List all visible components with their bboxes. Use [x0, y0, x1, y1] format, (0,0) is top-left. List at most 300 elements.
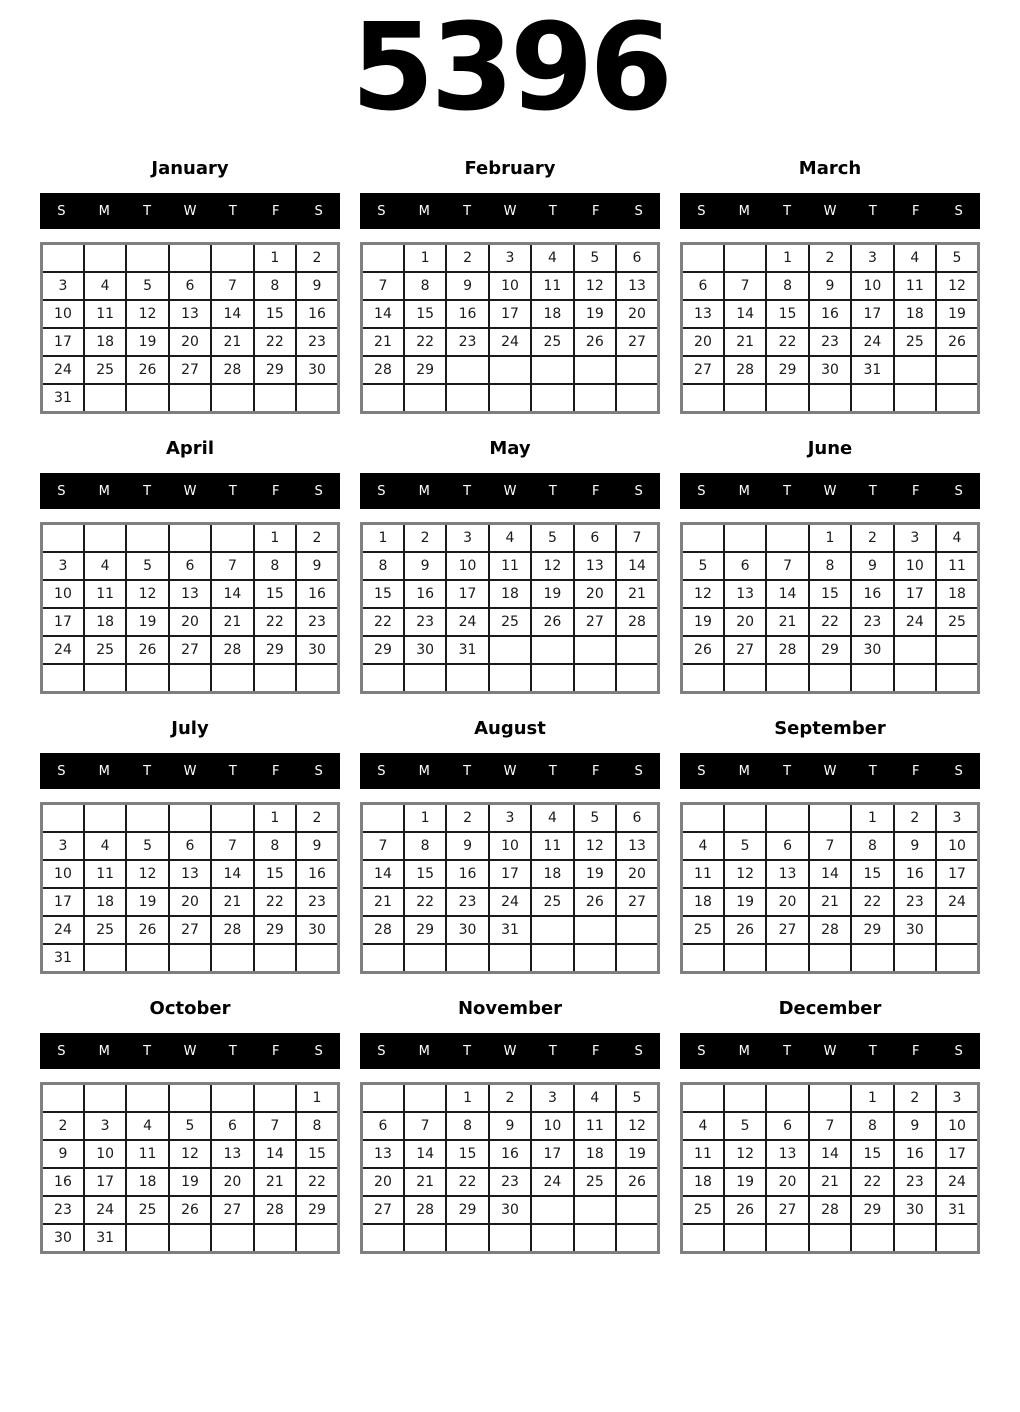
day-cell: 24 — [489, 328, 531, 356]
day-cell: 9 — [809, 272, 851, 300]
empty-day-cell — [211, 1224, 253, 1253]
weekday-label: M — [98, 1043, 110, 1059]
month-block — [40, 718, 340, 974]
day-cell: 23 — [851, 608, 893, 636]
day-cell: 4 — [574, 1084, 616, 1113]
day-cell: 31 — [446, 636, 488, 664]
day-cell: 23 — [296, 328, 338, 356]
week-row — [362, 804, 659, 833]
day-cell: 12 — [126, 860, 168, 888]
empty-day-cell — [724, 944, 766, 973]
day-cell: 31 — [851, 356, 893, 384]
empty-day-cell — [616, 944, 658, 973]
day-cell: 1 — [809, 524, 851, 553]
day-cell: 16 — [446, 860, 488, 888]
day-cell: 19 — [574, 300, 616, 328]
weekday-label: W — [823, 1043, 837, 1059]
weekday-label: T — [143, 483, 152, 499]
week-row — [42, 1140, 339, 1168]
day-grid — [680, 802, 980, 974]
day-cell: 12 — [126, 580, 168, 608]
day-cell: 11 — [489, 552, 531, 580]
day-cell: 1 — [851, 1084, 893, 1113]
day-cell: 14 — [616, 552, 658, 580]
day-cell: 30 — [296, 356, 338, 384]
weekday-label: T — [548, 203, 557, 219]
week-row — [42, 300, 339, 328]
day-cell: 3 — [446, 524, 488, 553]
day-cell: 15 — [404, 860, 446, 888]
empty-day-cell — [936, 944, 978, 973]
day-cell: 8 — [809, 552, 851, 580]
weekday-label: W — [503, 483, 517, 499]
day-cell: 7 — [404, 1112, 446, 1140]
empty-day-cell — [894, 384, 936, 413]
day-cell: 26 — [936, 328, 978, 356]
day-cell: 19 — [126, 608, 168, 636]
day-grid — [360, 522, 660, 694]
day-cell: 27 — [169, 356, 211, 384]
day-cell: 10 — [936, 832, 978, 860]
week-row — [362, 328, 659, 356]
empty-day-cell — [296, 664, 338, 693]
month-block — [360, 158, 660, 414]
day-cell: 18 — [84, 888, 126, 916]
day-cell: 7 — [254, 1112, 296, 1140]
month-title: September — [774, 718, 886, 739]
day-cell: 21 — [616, 580, 658, 608]
week-row — [682, 244, 979, 273]
day-cell: 11 — [84, 300, 126, 328]
day-cell: 11 — [574, 1112, 616, 1140]
empty-day-cell — [682, 1224, 724, 1253]
day-cell: 28 — [809, 1196, 851, 1224]
day-grid — [680, 1082, 980, 1254]
day-cell: 20 — [616, 860, 658, 888]
day-cell: 24 — [894, 608, 936, 636]
day-cell: 29 — [851, 916, 893, 944]
weekday-label: M — [418, 203, 430, 219]
day-cell: 20 — [211, 1168, 253, 1196]
day-cell: 26 — [126, 916, 168, 944]
day-cell: 13 — [616, 832, 658, 860]
day-cell: 9 — [489, 1112, 531, 1140]
empty-day-cell — [724, 384, 766, 413]
day-cell: 9 — [296, 832, 338, 860]
day-cell: 7 — [616, 524, 658, 553]
weekday-label: T — [868, 1043, 877, 1059]
week-row — [42, 1112, 339, 1140]
day-cell: 14 — [254, 1140, 296, 1168]
empty-day-cell — [574, 664, 616, 693]
day-cell: 19 — [724, 1168, 766, 1196]
day-cell: 25 — [84, 636, 126, 664]
day-cell: 13 — [682, 300, 724, 328]
day-cell: 25 — [682, 1196, 724, 1224]
day-cell: 6 — [766, 832, 808, 860]
day-cell: 13 — [169, 300, 211, 328]
weekday-label: S — [377, 483, 386, 499]
day-cell: 10 — [42, 860, 84, 888]
day-cell: 12 — [724, 1140, 766, 1168]
day-cell: 26 — [531, 608, 573, 636]
day-cell: 8 — [296, 1112, 338, 1140]
day-cell: 10 — [531, 1112, 573, 1140]
month-block — [360, 438, 660, 694]
day-cell: 2 — [489, 1084, 531, 1113]
month-block — [680, 158, 980, 414]
day-cell: 18 — [936, 580, 978, 608]
day-cell: 13 — [169, 580, 211, 608]
day-cell: 21 — [211, 328, 253, 356]
week-row — [362, 356, 659, 384]
weekday-header — [680, 753, 980, 789]
day-cell: 26 — [574, 888, 616, 916]
empty-day-cell — [682, 384, 724, 413]
week-row — [362, 916, 659, 944]
week-row — [362, 580, 659, 608]
day-grid — [360, 1082, 660, 1254]
empty-day-cell — [404, 944, 446, 973]
week-row — [682, 1196, 979, 1224]
week-row — [682, 1084, 979, 1113]
empty-day-cell — [809, 664, 851, 693]
empty-day-cell — [362, 1224, 404, 1253]
day-cell: 9 — [894, 832, 936, 860]
empty-day-cell — [682, 664, 724, 693]
day-cell: 28 — [362, 916, 404, 944]
weekday-label: S — [314, 483, 323, 499]
week-row — [42, 356, 339, 384]
day-cell: 17 — [42, 888, 84, 916]
weekday-label: T — [548, 763, 557, 779]
month-title: February — [464, 158, 556, 179]
weekday-label: W — [503, 763, 517, 779]
day-grid — [680, 522, 980, 694]
day-cell: 28 — [362, 356, 404, 384]
day-cell: 17 — [936, 860, 978, 888]
day-cell: 25 — [126, 1196, 168, 1224]
empty-day-cell — [531, 916, 573, 944]
weekday-header — [40, 753, 340, 789]
empty-day-cell — [446, 384, 488, 413]
empty-day-cell — [851, 384, 893, 413]
week-row — [42, 1084, 339, 1113]
day-cell: 25 — [936, 608, 978, 636]
week-row — [362, 860, 659, 888]
day-cell: 8 — [254, 832, 296, 860]
year-title: 5396 — [351, 0, 669, 138]
day-cell: 30 — [446, 916, 488, 944]
day-cell: 30 — [42, 1224, 84, 1253]
empty-day-cell — [724, 664, 766, 693]
day-cell: 9 — [446, 832, 488, 860]
day-cell: 25 — [682, 916, 724, 944]
empty-day-cell — [362, 244, 404, 273]
empty-day-cell — [682, 244, 724, 273]
empty-day-cell — [531, 1224, 573, 1253]
empty-day-cell — [489, 636, 531, 664]
day-cell: 24 — [42, 916, 84, 944]
empty-day-cell — [169, 524, 211, 553]
day-cell: 5 — [724, 1112, 766, 1140]
day-cell: 28 — [766, 636, 808, 664]
day-cell: 2 — [42, 1112, 84, 1140]
day-cell: 20 — [766, 888, 808, 916]
weekday-label: T — [548, 1043, 557, 1059]
day-cell: 17 — [489, 300, 531, 328]
day-cell: 26 — [169, 1196, 211, 1224]
weekday-label: F — [911, 763, 920, 779]
weekday-label: T — [463, 763, 472, 779]
week-row — [362, 1140, 659, 1168]
day-cell: 27 — [766, 916, 808, 944]
day-cell: 10 — [936, 1112, 978, 1140]
week-row — [42, 524, 339, 553]
day-cell: 7 — [362, 272, 404, 300]
weekday-label: T — [228, 1043, 237, 1059]
day-cell: 3 — [42, 832, 84, 860]
day-cell: 21 — [254, 1168, 296, 1196]
day-cell: 6 — [169, 272, 211, 300]
empty-day-cell — [446, 664, 488, 693]
empty-day-cell — [42, 524, 84, 553]
day-cell: 9 — [404, 552, 446, 580]
day-cell: 17 — [446, 580, 488, 608]
day-cell: 8 — [404, 272, 446, 300]
day-cell: 28 — [809, 916, 851, 944]
weekday-label: F — [591, 1043, 600, 1059]
empty-day-cell — [169, 1084, 211, 1113]
day-cell: 9 — [446, 272, 488, 300]
weekday-label: S — [314, 203, 323, 219]
month-block — [680, 998, 980, 1254]
day-cell: 11 — [126, 1140, 168, 1168]
week-row — [42, 272, 339, 300]
day-cell: 19 — [724, 888, 766, 916]
day-cell: 6 — [616, 804, 658, 833]
day-cell: 1 — [404, 244, 446, 273]
day-cell: 20 — [724, 608, 766, 636]
empty-day-cell — [211, 664, 253, 693]
day-cell: 5 — [531, 524, 573, 553]
week-row — [682, 944, 979, 973]
empty-day-cell — [851, 664, 893, 693]
day-grid — [680, 242, 980, 414]
day-cell: 5 — [574, 804, 616, 833]
day-cell: 27 — [574, 608, 616, 636]
empty-day-cell — [169, 384, 211, 413]
empty-day-cell — [84, 384, 126, 413]
day-cell: 15 — [362, 580, 404, 608]
weekday-label: S — [314, 763, 323, 779]
week-row — [682, 552, 979, 580]
empty-day-cell — [531, 356, 573, 384]
day-grid — [360, 802, 660, 974]
week-row — [42, 664, 339, 693]
week-row — [682, 272, 979, 300]
day-cell: 2 — [894, 1084, 936, 1113]
day-cell: 4 — [682, 832, 724, 860]
day-cell: 8 — [362, 552, 404, 580]
day-cell: 1 — [766, 244, 808, 273]
day-cell: 27 — [362, 1196, 404, 1224]
day-cell: 14 — [362, 300, 404, 328]
day-cell: 4 — [126, 1112, 168, 1140]
empty-day-cell — [126, 244, 168, 273]
empty-day-cell — [254, 1224, 296, 1253]
day-cell: 23 — [809, 328, 851, 356]
empty-day-cell — [936, 1224, 978, 1253]
day-cell: 22 — [296, 1168, 338, 1196]
day-cell: 17 — [489, 860, 531, 888]
empty-day-cell — [446, 1224, 488, 1253]
empty-day-cell — [894, 636, 936, 664]
day-cell: 12 — [126, 300, 168, 328]
month-title: May — [489, 438, 531, 459]
day-cell: 17 — [531, 1140, 573, 1168]
empty-day-cell — [42, 244, 84, 273]
day-cell: 10 — [894, 552, 936, 580]
day-cell: 26 — [126, 636, 168, 664]
day-cell: 29 — [404, 356, 446, 384]
day-cell: 11 — [531, 272, 573, 300]
empty-day-cell — [574, 1196, 616, 1224]
day-cell: 28 — [211, 636, 253, 664]
day-cell: 1 — [362, 524, 404, 553]
day-cell: 17 — [936, 1140, 978, 1168]
day-cell: 12 — [574, 272, 616, 300]
empty-day-cell — [616, 384, 658, 413]
day-cell: 4 — [894, 244, 936, 273]
week-row — [42, 328, 339, 356]
day-cell: 4 — [84, 272, 126, 300]
weekday-label: S — [954, 1043, 963, 1059]
day-cell: 4 — [489, 524, 531, 553]
weekday-header — [360, 753, 660, 789]
day-cell: 13 — [766, 1140, 808, 1168]
day-cell: 18 — [489, 580, 531, 608]
weekday-label: T — [463, 203, 472, 219]
day-cell: 20 — [766, 1168, 808, 1196]
week-row — [362, 524, 659, 553]
day-cell: 1 — [254, 804, 296, 833]
day-cell: 6 — [682, 272, 724, 300]
day-cell: 28 — [404, 1196, 446, 1224]
day-cell: 18 — [126, 1168, 168, 1196]
weekday-header — [680, 473, 980, 509]
day-cell: 21 — [766, 608, 808, 636]
empty-day-cell — [42, 664, 84, 693]
week-row — [42, 860, 339, 888]
empty-day-cell — [766, 1084, 808, 1113]
day-cell: 9 — [42, 1140, 84, 1168]
weekday-label: F — [911, 203, 920, 219]
month-block — [680, 438, 980, 694]
weekday-label: S — [697, 203, 706, 219]
weekday-label: T — [228, 763, 237, 779]
day-cell: 24 — [42, 636, 84, 664]
weekday-label: T — [228, 483, 237, 499]
month-title: March — [798, 158, 862, 179]
day-cell: 10 — [851, 272, 893, 300]
weekday-label: W — [823, 203, 837, 219]
weekday-label: W — [183, 1043, 197, 1059]
empty-day-cell — [766, 944, 808, 973]
day-cell: 29 — [446, 1196, 488, 1224]
day-cell: 26 — [682, 636, 724, 664]
empty-day-cell — [531, 1196, 573, 1224]
day-cell: 24 — [446, 608, 488, 636]
day-cell: 22 — [254, 888, 296, 916]
day-grid — [40, 1082, 340, 1254]
day-cell: 5 — [126, 552, 168, 580]
day-cell: 29 — [851, 1196, 893, 1224]
empty-day-cell — [574, 916, 616, 944]
day-cell: 15 — [254, 580, 296, 608]
empty-day-cell — [169, 244, 211, 273]
day-cell: 27 — [169, 916, 211, 944]
day-cell: 15 — [404, 300, 446, 328]
week-row — [682, 664, 979, 693]
day-cell: 1 — [446, 1084, 488, 1113]
empty-day-cell — [169, 944, 211, 973]
weekday-label: S — [954, 203, 963, 219]
day-cell: 22 — [766, 328, 808, 356]
day-grid — [40, 242, 340, 414]
weekday-label: T — [783, 203, 792, 219]
day-cell: 24 — [936, 888, 978, 916]
month-title: January — [151, 158, 229, 179]
day-cell: 1 — [254, 524, 296, 553]
day-cell: 21 — [809, 888, 851, 916]
weekday-label: T — [783, 763, 792, 779]
day-cell: 16 — [296, 300, 338, 328]
day-cell: 10 — [84, 1140, 126, 1168]
day-cell: 30 — [296, 916, 338, 944]
day-cell: 30 — [851, 636, 893, 664]
day-cell: 20 — [362, 1168, 404, 1196]
day-cell: 16 — [894, 860, 936, 888]
day-cell: 7 — [211, 272, 253, 300]
day-cell: 7 — [809, 1112, 851, 1140]
day-cell: 26 — [724, 916, 766, 944]
empty-day-cell — [724, 804, 766, 833]
empty-day-cell — [211, 1084, 253, 1113]
empty-day-cell — [531, 384, 573, 413]
day-cell: 23 — [296, 608, 338, 636]
day-cell: 3 — [936, 1084, 978, 1113]
empty-day-cell — [84, 944, 126, 973]
weekday-label: M — [98, 483, 110, 499]
empty-day-cell — [126, 944, 168, 973]
week-row — [682, 608, 979, 636]
day-cell: 23 — [446, 888, 488, 916]
weekday-label: F — [591, 763, 600, 779]
day-cell: 16 — [446, 300, 488, 328]
day-cell: 19 — [616, 1140, 658, 1168]
month-title: August — [474, 718, 546, 739]
day-cell: 27 — [724, 636, 766, 664]
empty-day-cell — [84, 804, 126, 833]
week-row — [42, 1224, 339, 1253]
day-cell: 15 — [809, 580, 851, 608]
day-cell: 23 — [42, 1196, 84, 1224]
empty-day-cell — [766, 384, 808, 413]
week-row — [42, 916, 339, 944]
weekday-label: S — [954, 763, 963, 779]
empty-day-cell — [574, 356, 616, 384]
